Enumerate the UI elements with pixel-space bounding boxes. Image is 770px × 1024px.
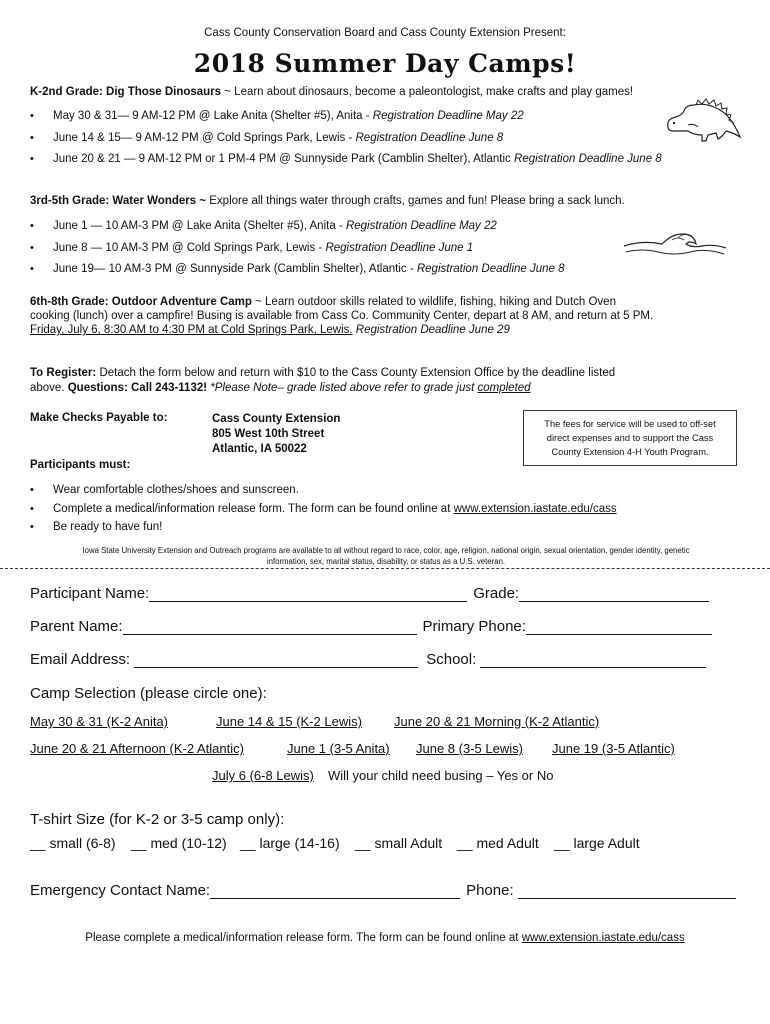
register-block bbox=[30, 366, 750, 396]
grade-note-emphasis: completed bbox=[477, 382, 531, 394]
primary-phone-label: Primary Phone: bbox=[422, 618, 526, 635]
item-deadline: Registration Deadline May 22 bbox=[372, 110, 524, 122]
tshirt-size-label: T-shirt Size (for K-2 or 3-5 camp only): bbox=[30, 811, 285, 828]
fee-note-line: County Extension 4-H Youth Program. bbox=[551, 447, 709, 457]
participant-name-label: Participant Name: bbox=[30, 585, 150, 602]
address-line: Cass County Extension bbox=[212, 413, 341, 425]
address-line: Atlantic, IA 50022 bbox=[212, 443, 307, 455]
presenters-line: Cass County Conservation Board and Cass County Extension Present: bbox=[204, 27, 566, 39]
list-item bbox=[30, 519, 617, 538]
list-item bbox=[30, 108, 662, 130]
camp-option[interactable]: June 14 & 15 (K-2 Lewis) bbox=[216, 714, 362, 729]
address-line: 805 West 10th Street bbox=[212, 428, 325, 440]
tshirt-size-option[interactable]: __ med (10-12) bbox=[131, 835, 227, 851]
camp-option[interactable]: May 30 & 31 (K-2 Anita) bbox=[30, 714, 169, 729]
register-label: To Register: bbox=[30, 367, 97, 379]
participants-heading: Participants must: bbox=[30, 459, 131, 471]
register-line1: Detach the form below and return with $10 to the Cass County Extension Office by the deadline listed bbox=[96, 367, 616, 379]
fee-note-line: The fees for service will be used to off-set bbox=[544, 419, 716, 429]
tshirt-size-option[interactable]: __ large Adult bbox=[554, 835, 640, 851]
tshirt-size-option[interactable]: __ large (14-16) bbox=[240, 835, 340, 851]
emergency-contact-label: Emergency Contact Name: bbox=[30, 882, 211, 899]
emergency-phone-field[interactable] bbox=[518, 884, 736, 899]
item-text: Wear comfortable clothes/shoes and sunscreen. bbox=[53, 484, 299, 496]
item-deadline: Registration Deadline June 8 bbox=[416, 263, 565, 275]
item-text: Be ready to have fun! bbox=[53, 521, 163, 533]
parent-name-row bbox=[30, 618, 712, 635]
emergency-phone-label: Phone: bbox=[466, 882, 518, 899]
g68-date: Friday, July 6, 8:30 AM to 4:30 PM at Cold Springs Park, Lewis. bbox=[30, 324, 353, 336]
g35-heading: 3rd-5th Grade: Water Wonders ~ bbox=[30, 195, 207, 207]
k2-heading: K-2nd Grade: Dig Those Dinosaurs bbox=[30, 86, 222, 98]
checks-label: Make Checks Payable to: bbox=[30, 412, 168, 424]
g68-deadline: Registration Deadline June 29 bbox=[352, 324, 510, 336]
list-item bbox=[30, 501, 617, 520]
g68-block bbox=[30, 295, 750, 337]
participant-name-row bbox=[30, 585, 709, 602]
fee-note-line: direct expenses and to support the Cass bbox=[546, 433, 714, 443]
busing-question: Will your child need busing – Yes or No bbox=[328, 768, 554, 783]
school-field[interactable] bbox=[480, 653, 706, 668]
item-deadline: Registration Deadline June 8 bbox=[355, 131, 504, 144]
item-text: June 19— 10 AM-3 PM @ Sunnyside Park (Camblin Shelter), Atlantic - bbox=[53, 263, 417, 275]
camp-selection-label: Camp Selection (please circle one): bbox=[30, 685, 267, 702]
extension-link[interactable]: www.extension.iastate.edu/cass bbox=[453, 502, 617, 515]
footer-link[interactable]: www.extension.iastate.edu/cass bbox=[521, 932, 685, 944]
camp-option[interactable]: June 1 (3-5 Anita) bbox=[287, 741, 390, 756]
item-text: June 20 & 21 — 9 AM-12 PM or 1 PM-4 PM @ Sunnyside Park (Camblin Shelter), Atlantic bbox=[53, 153, 515, 165]
checks-address bbox=[212, 412, 340, 457]
email-row bbox=[30, 651, 706, 668]
grade-label: Grade: bbox=[473, 585, 520, 602]
parent-name-label: Parent Name: bbox=[30, 618, 123, 635]
emergency-contact-field[interactable] bbox=[210, 884, 460, 899]
k2-intro bbox=[30, 86, 633, 98]
camp-option[interactable]: July 6 (6-8 Lewis) bbox=[212, 768, 314, 783]
page-title: 2018 Summer Day Camps! bbox=[193, 49, 577, 78]
list-item bbox=[30, 218, 565, 240]
list-item bbox=[30, 261, 565, 283]
camp-option[interactable]: June 20 & 21 Morning (K-2 Atlantic) bbox=[394, 714, 600, 729]
email-field[interactable] bbox=[134, 653, 418, 668]
item-deadline: Registration Deadline May 22 bbox=[345, 220, 497, 232]
email-label: Email Address: bbox=[30, 651, 135, 668]
footer-text: Please complete a medical/information release form. The form can be found online at bbox=[85, 932, 522, 944]
k2-description: ~ Learn about dinosaurs, become a paleontologist, make crafts and play games! bbox=[221, 86, 634, 98]
item-text: Complete a medical/information release form. The form can be found online at bbox=[53, 502, 454, 515]
item-text: June 8 — 10 AM-3 PM @ Cold Springs Park, Lewis - bbox=[53, 241, 326, 254]
item-text: June 1 — 10 AM-3 PM @ Lake Anita (Shelter #5), Anita - bbox=[53, 220, 346, 232]
grade-field[interactable] bbox=[519, 587, 709, 602]
cut-line bbox=[0, 568, 770, 569]
eeo-line: Iowa State University Extension and Outreach programs are available to all without regard to race, color, age, religion, national origin, sexual orientation, gender identity, genetic bbox=[82, 546, 690, 555]
item-deadline: Registration Deadline June 8 bbox=[514, 153, 662, 165]
footer-note bbox=[0, 932, 770, 944]
g35-description: Explore all things water through crafts, games and fun! Please bring a sack lunch. bbox=[206, 195, 625, 207]
g35-intro bbox=[30, 195, 625, 207]
k2-dates-list bbox=[30, 108, 662, 173]
emergency-row bbox=[30, 882, 736, 899]
school-label: School: bbox=[426, 651, 481, 668]
parent-name-field[interactable] bbox=[123, 620, 417, 635]
tshirt-size-option[interactable]: __ small Adult bbox=[355, 835, 443, 851]
list-item bbox=[30, 240, 565, 262]
camp-option[interactable]: June 20 & 21 Afternoon (K-2 Atlantic) bbox=[30, 741, 244, 756]
camp-option[interactable]: June 19 (3-5 Atlantic) bbox=[552, 741, 675, 756]
wave-icon bbox=[622, 226, 728, 260]
list-item bbox=[30, 482, 617, 501]
dinosaur-icon bbox=[664, 97, 744, 147]
camp-option[interactable]: June 8 (3-5 Lewis) bbox=[416, 741, 523, 756]
list-item bbox=[30, 151, 662, 173]
item-text: June 14 & 15— 9 AM-12 PM @ Cold Springs Park, Lewis - bbox=[53, 131, 356, 144]
g35-dates-list bbox=[30, 218, 565, 283]
g68-line2: cooking (lunch) over a campfire! Busing is available from Cass Co. Community Center, depart at 8 AM, and return at 5 PM. bbox=[30, 310, 654, 322]
tshirt-size-option[interactable]: __ small (6-8) bbox=[30, 835, 116, 851]
g68-heading: 6th-8th Grade: Outdoor Adventure Camp bbox=[30, 296, 252, 308]
item-text: May 30 & 31— 9 AM-12 PM @ Lake Anita (Shelter #5), Anita - bbox=[53, 110, 373, 122]
primary-phone-field[interactable] bbox=[526, 620, 712, 635]
participants-list bbox=[30, 482, 617, 538]
eeo-statement bbox=[36, 545, 736, 567]
item-deadline: Registration Deadline June 1 bbox=[325, 241, 474, 254]
grade-note: *Please Note– grade listed above refer to grade just bbox=[207, 382, 478, 394]
list-item bbox=[30, 130, 662, 152]
eeo-line: information, sex, marital status, disability, or status as a U.S. veteran. bbox=[266, 557, 506, 566]
g68-line1: ~ Learn outdoor skills related to wildlife, fishing, hiking and Dutch Oven bbox=[251, 296, 616, 308]
participant-name-field[interactable] bbox=[149, 587, 467, 602]
questions-phone: Questions: Call 243-1132! bbox=[67, 382, 208, 394]
fee-note-box bbox=[523, 410, 737, 466]
register-line2: above. bbox=[30, 382, 68, 394]
tshirt-size-option[interactable]: __ med Adult bbox=[457, 835, 539, 851]
